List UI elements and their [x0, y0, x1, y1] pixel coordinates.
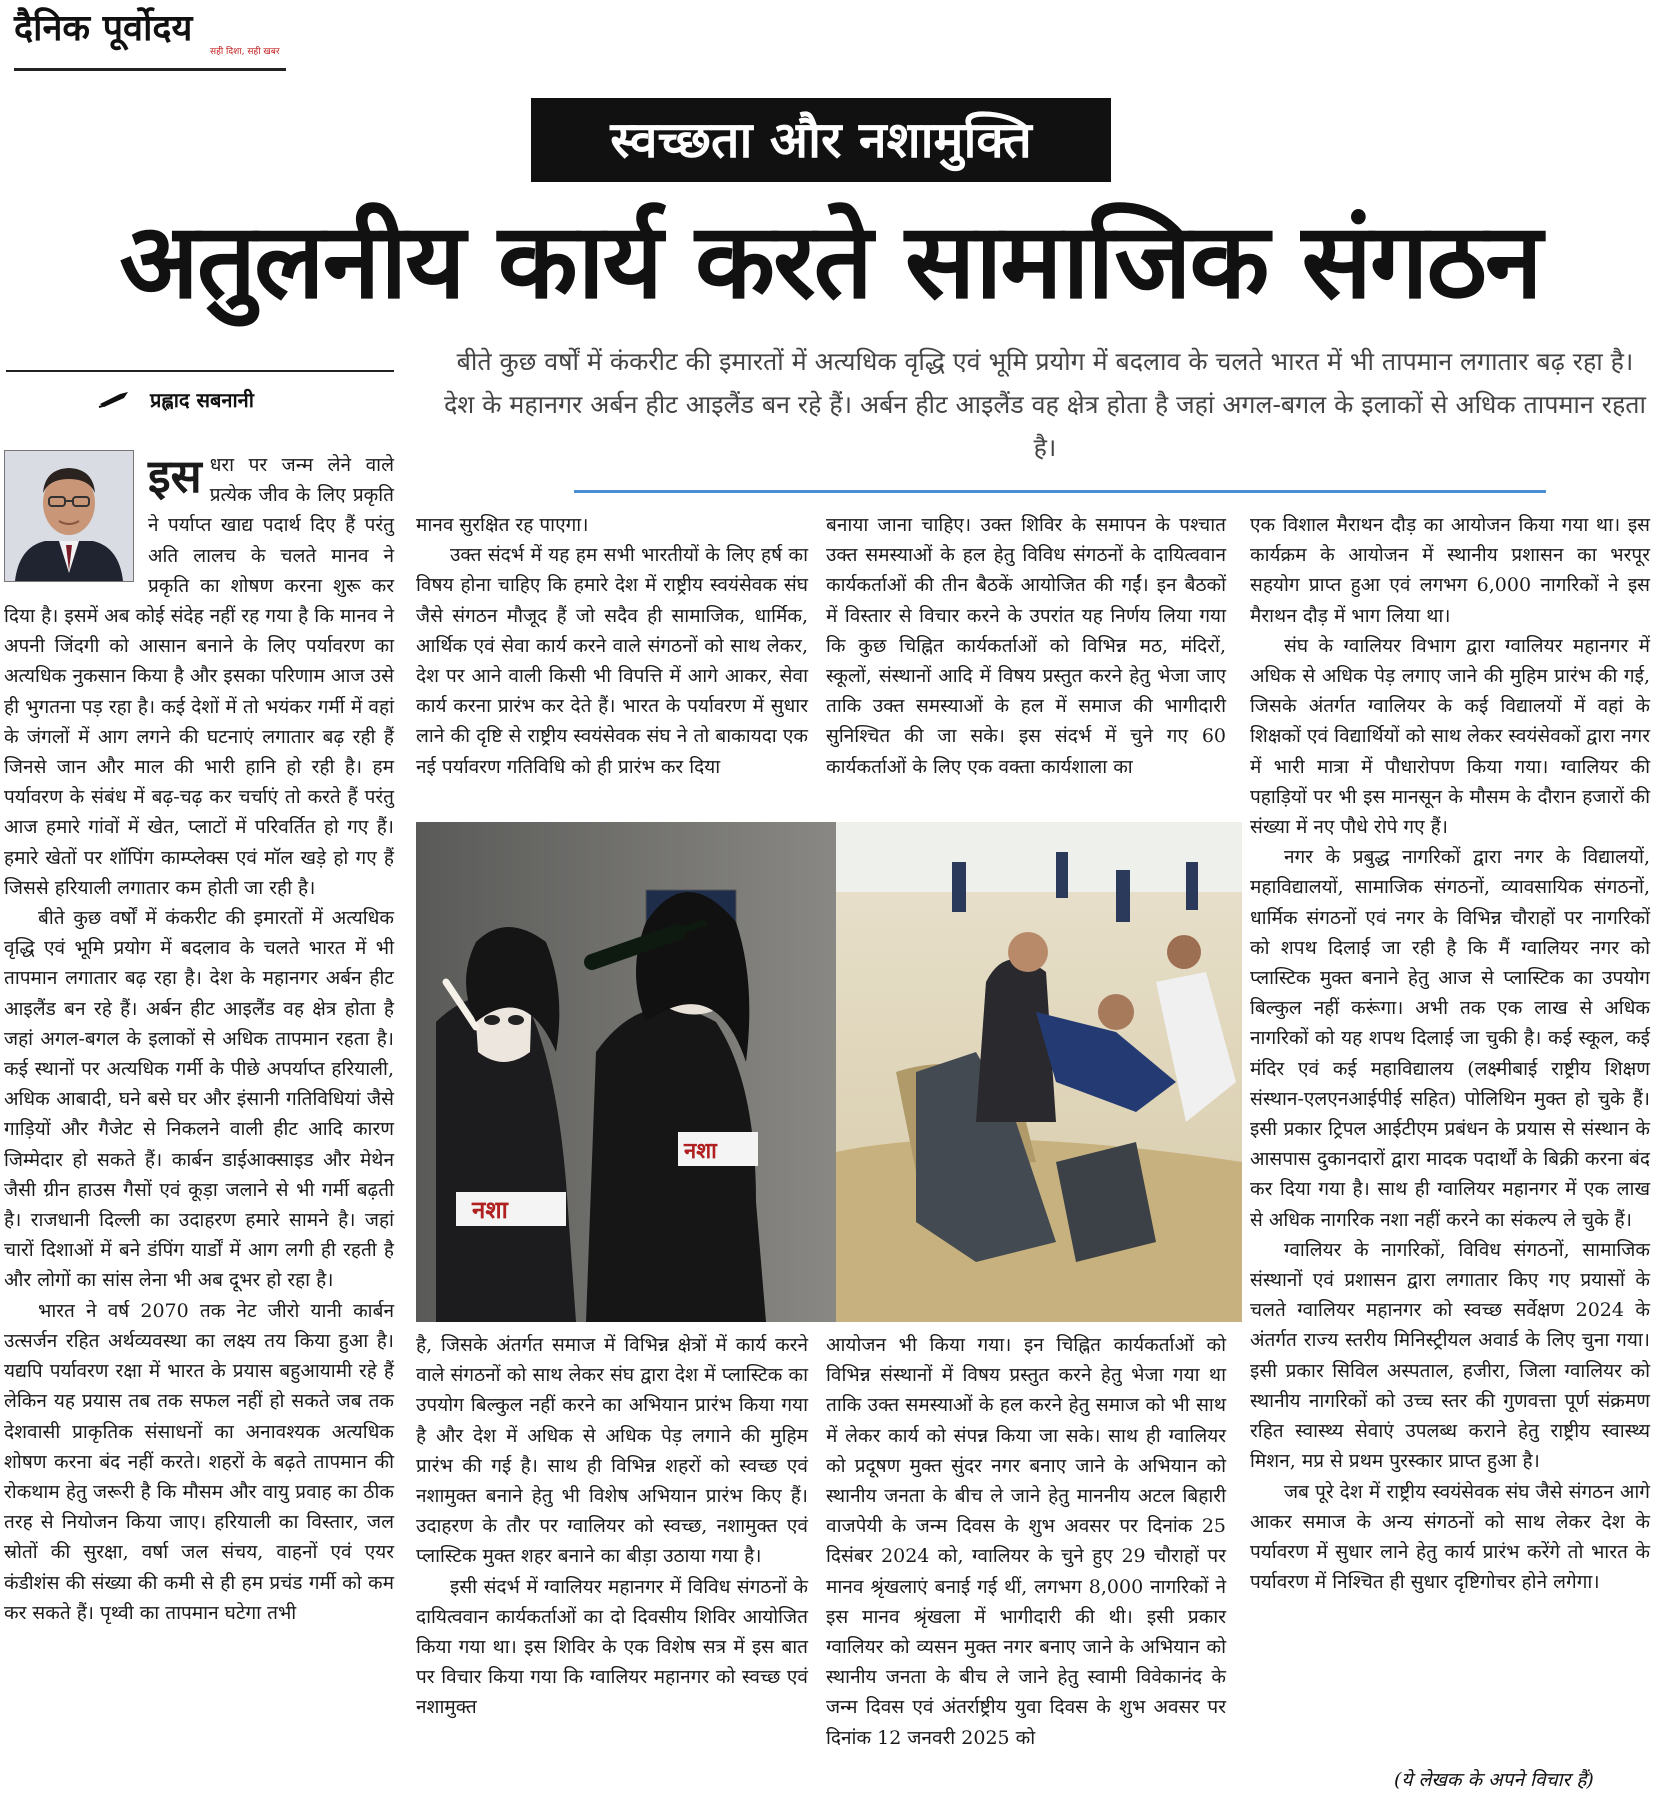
article-column-2-top	[416, 510, 808, 782]
article-paragraph: बीते कुछ वर्षों में कंकरीट की इमारतों में अत्यधिक वृद्धि एवं भूमि प्रयोग में बदलाव के चलते भारत में भी तापमान लगातार बढ़ रहा है। देश के महानगर अर्बन हीट आइलैंड बन रहे हैं। अर्बन हीट आइलैंड वह क्षेत्र होता है जहां अगल-बगल के इलाकों से अधिक तापमान रहता है। कई स्थानों पर अत्यधिक गर्मी के पीछे अपर्याप्त हरियाली, अधिक आबादी, घने बसे घर और इंसानी गतिविधियां जैसे गाड़ियों और गैजेट से निकलने वाली हीट आदि कारण जिम्मेदार हो सकते हैं। कार्बन डाईआक्साइड और मेथेन जैसी ग्रीन हाउस गैसों एवं कूड़ा जलाने से भी गर्मी बढ़ती है। राजधानी दिल्ली का उदाहरण हमारे सामने है। जहां चारों दिशाओं में बने डंपिंग यार्डों में आग लगी ही रहती है और लोगों का सांस लेना भी अब दूभर हो रहा है।	[4, 907, 394, 1292]
article-paragraph: संघ के ग्वालियर विभाग द्वारा ग्वालियर महानगर में अधिक से अधिक पेड़ लगाए जाने की मुहिम प्रारंभ की गई, जिसके अंतर्गत ग्वालियर के कई विद्यालयों में वहां के शिक्षकों एवं विद्यार्थियों को साथ लेकर स्वयंसेवकों द्वारा नगर में भारी मात्रा में पौधारोपण किया गया। ग्वालियर की पहाड़ियों पर भी इस मानसून के मौसम के दौरान हजारों की संख्या में नए पौधे रोपे गए हैं।	[1250, 634, 1650, 839]
article-column-4	[1250, 510, 1650, 1597]
pen-icon	[98, 390, 132, 408]
article-column-3-top	[826, 510, 1226, 782]
headline: अतुलनीय कार्य करते सामाजिक संगठन	[119, 200, 1541, 322]
article-paragraph: है, जिसके अंतर्गत समाज में विभिन्न क्षेत्रों में कार्य करने वाले संगठनों को साथ लेकर संघ द्वारा देश में प्लास्टिक का उपयोग बिल्कुल नहीं करने का अभियान प्रारंभ किया गया है और देश में अधिक से अधिक पेड़ लगाने की मुहिम प्रारंभ की गई है। साथ ही विभिन्न शहरों को स्वच्छ एवं नशामुक्त बनाने हेतु भी विशेष अभियान प्रारंभ किए हैं। उदाहरण के तौर पर ग्वालियर को स्वच्छ, नशामुक्त एवं प्लास्टिक मुक्त शहर बनाने का बीड़ा उठाया गया है।	[416, 1334, 808, 1568]
article-paragraph: इसी संदर्भ में ग्वालियर महानगर में विविध संगठनों के दायित्ववान कार्यकर्ताओं का दो दिवसीय शिविर आयोजित किया गया था। इस शिविर के एक विशेष सत्र में इस बात पर विचार किया गया कि ग्वालियर महानगर को स्वच्छ एवं नशामुक्त	[416, 1575, 808, 1719]
article-paragraph: भारत ने वर्ष 2070 तक नेट जीरो यानी कार्बन उत्सर्जन रहित अर्थव्यवस्था का लक्ष्य तय किया हुआ है। यद्यपि पर्यावरण रक्षा में भारत के प्रयास बहुआयामी रहे हैं लेकिन यह प्रयास तब तक सफल नहीं हो सकते जब तक देशवासी प्राकृतिक संसाधनों का अनावश्यक अत्यधिक शोषण करना बंद नहीं करते। शहरों के बढ़ते तापमान की रोकथाम हेतु जरूरी है कि मौसम और वायु प्रवाह का ठीक तरह से नियोजन किया जाए। हरियाली का विस्तार, जल स्रोतों की सुरक्षा, वर्षा जल संचय, वाहनों एवं एयर कंडीशंस की संख्या की कमी से ही हम प्रचंड गर्मी को कम कर सकते हैं। पृथ्वी का तापमान घटेगा तभी	[4, 1299, 394, 1624]
masthead-rule	[14, 68, 286, 71]
newspaper-name: दैनिक पूर्वोदय	[14, 7, 193, 49]
kicker-label: स्वच्छता और नशामुक्ति	[531, 98, 1111, 182]
article-paragraph: एक विशाल मैराथन दौड़ का आयोजन किया गया था। इस कार्यक्रम के आयोजन में स्थानीय प्रशासन का भरपूर सहयोग प्राप्त हुआ एवं लगभग 6,000 नागरिकों ने इस मैराथन दौड़ में भाग लिया था।	[1250, 514, 1650, 627]
article-paragraph: मानव सुरक्षित रह पाएगा।	[416, 514, 589, 536]
article-paragraph: उक्त संदर्भ में यह हम सभी भारतीयों के लिए हर्ष का विषय होना चाहिए कि हमारे देश में राष्ट्रीय स्वयंसेवक संघ जैसे संगठन मौजूद हैं जो सदैव ही सामाजिक, धार्मिक, आर्थिक एवं सेवा कार्य करने वाले संगठनों को साथ लेकर, देश पर आने वाली किसी भी विपत्ति में आगे आकर, सेवा कार्य करना प्रारंभ कर देते हैं। भारत के पर्यावरण में सुधार लाने की दृष्टि से राष्ट्रीय स्वयंसेवक संघ ने तो बाकायदा एक नई पर्यावरण गतिविधि को ही प्रारंभ कर दिया	[416, 544, 808, 778]
standfirst: बीते कुछ वर्षों में कंकरीट की इमारतों में अत्यधिक वृद्धि एवं भूमि प्रयोग में बदलाव के चलते भारत में भी तापमान लगातार बढ़ रहा है। देश के महानगर अर्बन हीट आइलैंड बन रहे हैं। अर्बन हीट आइलैंड वह क्षेत्र होता है जहां अगल-बगल के इलाकों से अधिक तापमान रहता है।	[444, 347, 1646, 462]
article-paragraph: नगर के प्रबुद्ध नागरिकों द्वारा नगर के विद्यालयों, महाविद्यालयों, सामाजिक संगठनों, व्यावसायिक संगठनों, धार्मिक संगठनों एवं नगर के विभिन्न चौराहों पर नागरिकों को शपथ दिलाई जा रही है कि मैं ग्वालियर नगर को प्लास्टिक मुक्त बनाने हेतु आज से प्लास्टिक का उपयोग बिल्कुल नहीं करूंगा। अभी तक एक लाख से अधिक नागरिकों को यह शपथ दिलाई जा चुकी है। कई स्कूल, कई मंदिर एवं कई महाविद्यालय (लक्ष्मीबाई राष्ट्रीय शिक्षण संस्थान-एलएनआईपीई सहित) पोलिथिन मुक्त हो चुके हैं। इसी प्रकार ट्रिपल आईटीएम प्रबंधन के प्रयास से संस्थान के आसपास दुकानदारों द्वारा मादक पदार्थों के बिक्री करना बंद कर दिया गया है। साथ ही ग्वालियर महानगर में एक लाख से अधिक नागरिक नशा नहीं करने का संकल्प ले चुके हैं।	[1250, 846, 1650, 1231]
article-paragraph: आयोजन भी किया गया। इन चिह्नित कार्यकर्ताओं को विभिन्न संस्थानों में विषय प्रस्तुत करने हेतु भेजा गया था ताकि उक्त समस्याओं के हल करने हेतु समाज को भी साथ में लेकर कार्य को संपन्न किया जा सके। साथ ही ग्वालियर को प्रदूषण मुक्त सुंदर नगर बनाए जाने के अभियान को स्थानीय जनता के बीच ले जाने हेतु माननीय अटल बिहारी वाजपेयी के जन्म दिवस के शुभ अवसर पर दिनांक 25 दिसंबर 2024 को, ग्वालियर के चुने हुए 29 चौराहों पर मानव श्रृंखलाएं बनाई गई थीं, लगभग 8,000 नागरिकों ने इस मानव श्रृंखला में भागीदारी की थी। इसी प्रकार ग्वालियर को व्यसन मुक्त नगर बनाए जाने के अभियान को स्थानीय जनता के बीच ले जाने हेतु स्वामी विवेकानंद के जन्म दिवस एवं अंतर्राष्ट्रीय युवा दिवस के शुभ अवसर पर दिनांक 12 जनवरी 2025 को	[826, 1334, 1226, 1749]
drop-cap: इस	[148, 449, 202, 503]
article-photo	[416, 822, 1242, 1322]
masthead	[14, 6, 286, 70]
article-column-2-bottom	[416, 1330, 808, 1723]
article-paragraph: इस धरा पर जन्म लेने वाले प्रत्येक जीव के लिए प्रकृति ने पर्याप्त खाद्य पदार्थ दिए हैं परंतु अति लालच के चलते मानव ने प्रकृति का शोषण करना शुरू कर दिया है। इसमें अब कोई संदेह नहीं रह गया है कि मानव ने अपनी जिंदगी को आसान बनाने के लिए पर्यावरण का अत्यधिक नुकसान किया है और इसका परिणाम आज उसे ही भुगतना पड़ रहा है। कई देशों में तो भयंकर गर्मी में वहां के जंगलों में आग लगने की घटनाएं लगातार बढ़ रही हैं जिनसे जान और माल की भारी हानि हो रही है। हम पर्यावरण के संबंध में बढ़-चढ़ कर चर्चाएं तो करते हैं परंतु आज हमारे गांवों में खेत, प्लाटों में परिवर्तित हो गए हैं। हमारे खेतों पर शॉपिंग काम्प्लेक्स एवं मॉल खड़े हो गए हैं जिससे हरियाली लगातार कम होती जा रही है।	[4, 449, 394, 899]
protest-sign-right: नशा	[684, 1139, 717, 1164]
article-paragraph: जब पूरे देश में राष्ट्रीय स्वयंसेवक संघ जैसे संगठन आगे आकर समाज के अन्य संगठनों को साथ लेकर देश के पर्यावरण में सुधार लाने हेतु कार्य प्रारंभ करेंगे तो भारत के पर्यावरण में निश्चित ही सुधार दृष्टिगोचर होने लगेगा।	[1250, 1480, 1650, 1594]
protest-sign-left: नशा	[472, 1196, 508, 1224]
author-disclaimer: (ये लेखक के अपने विचार हैं)	[1394, 1769, 1594, 1791]
standfirst-rule	[574, 490, 1546, 493]
article-column-3-bottom	[826, 1330, 1226, 1753]
byline: प्रह्लाद सबनानी	[150, 388, 254, 412]
byline-rule	[6, 370, 394, 372]
newspaper-tagline: सही दिशा, सही खबर	[210, 47, 280, 57]
article-paragraph: ग्वालियर के नागरिकों, विविध संगठनों, सामाजिक संस्थानों एवं प्रशासन द्वारा लगातार किए गए प्रयासों के चलते ग्वालियर महानगर को स्वच्छ सर्वेक्षण 2024 के अंतर्गत राज्य स्तरीय मिनिस्ट्रीयल अवार्ड के लिए चुना गया। इसी प्रकार सिविल अस्पताल, हजीरा, जिला ग्वालियर को स्थानीय नागरिकों को उच्च स्तर की गुणवत्ता पूर्ण संक्रमण रहित स्वास्थ्य सेवाएं उपलब्ध कराने हेतु राष्ट्रीय स्वास्थ्य मिशन, मप्र से प्रथम पुरस्कार प्राप्त हुआ है।	[1250, 1238, 1650, 1473]
article-paragraph: बनाया जाना चाहिए। उक्त शिविर के समापन के पश्चात उक्त समस्याओं के हल हेतु विविध संगठनों के दायित्ववान कार्यकर्ताओं की तीन बैठकें आयोजित की गईं। इन बैठकों में विस्तार से विचार करने के उपरांत यह निर्णय लिया गया कि कुछ चिह्नित कार्यकर्ताओं को विभिन्न मठ, मंदिरों, स्कूलों, संस्थानों आदि में विषय प्रस्तुत करने हेतु भेजा जाए ताकि उक्त समस्याओं के हल में समाज की भागीदारी सुनिश्चित की जा सके। इस संदर्भ में चुने गए 60 कार्यकर्ताओं के लिए एक वक्ता कार्यशाला का	[826, 514, 1226, 778]
article-column-1	[4, 450, 394, 1628]
